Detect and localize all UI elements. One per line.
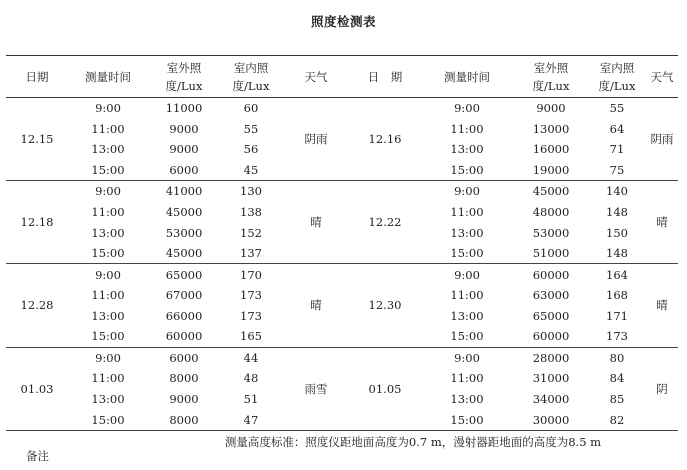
outdoor-cell: 45000 <box>165 204 203 219</box>
indoor-cell: 55 <box>609 101 625 116</box>
indoor-cell: 64 <box>609 121 625 136</box>
indoor-cell: 80 <box>609 350 625 365</box>
indoor-cell: 82 <box>609 412 625 427</box>
time-cell: 13:00 <box>91 142 125 157</box>
time-cell: 9:00 <box>454 267 480 282</box>
time-cell: 11:00 <box>91 288 125 303</box>
outdoor-cell: 30000 <box>532 412 570 427</box>
weather-cell: 晴 <box>656 215 668 230</box>
outdoor-cell: 8000 <box>169 371 199 386</box>
time-cell: 15:00 <box>450 329 484 344</box>
indoor-cell: 137 <box>240 246 262 261</box>
time-cell: 15:00 <box>91 163 125 178</box>
outdoor-cell: 60000 <box>532 267 570 282</box>
outdoor-cell: 60000 <box>165 329 203 344</box>
date-cell: 12.16 <box>368 132 402 147</box>
indoor-cell: 51 <box>243 392 259 407</box>
header-indoor-right: 室内照 度/Lux <box>598 60 636 93</box>
time-cell: 11:00 <box>91 204 125 219</box>
outdoor-cell: 19000 <box>532 163 570 178</box>
time-cell: 9:00 <box>95 350 121 365</box>
indoor-cell: 55 <box>243 121 259 136</box>
outdoor-cell: 63000 <box>532 288 570 303</box>
indoor-cell: 47 <box>243 412 259 427</box>
time-cell: 9:00 <box>95 184 121 199</box>
outdoor-cell: 28000 <box>532 350 570 365</box>
time-cell: 15:00 <box>91 329 125 344</box>
outdoor-cell: 53000 <box>532 225 570 240</box>
table-header <box>6 56 678 98</box>
header-time-right: 测量时间 <box>444 69 490 84</box>
indoor-cell: 48 <box>243 371 259 386</box>
indoor-cell: 152 <box>240 225 262 240</box>
outdoor-cell: 60000 <box>532 329 570 344</box>
note-section <box>6 430 678 470</box>
weather-cell: 晴 <box>310 215 322 230</box>
time-cell: 11:00 <box>450 288 484 303</box>
indoor-cell: 140 <box>606 184 628 199</box>
header-time-left: 测量时间 <box>85 69 131 84</box>
date-cell: 12.30 <box>368 298 402 313</box>
indoor-cell: 71 <box>609 142 625 157</box>
indoor-cell: 173 <box>606 329 628 344</box>
table-group <box>6 347 678 430</box>
time-cell: 13:00 <box>450 225 484 240</box>
outdoor-cell: 48000 <box>532 204 570 219</box>
table-row <box>6 98 678 119</box>
time-cell: 13:00 <box>450 392 484 407</box>
time-cell: 11:00 <box>450 121 484 136</box>
outdoor-cell: 65000 <box>532 308 570 323</box>
indoor-cell: 173 <box>240 288 262 303</box>
time-cell: 11:00 <box>450 371 484 386</box>
weather-cell: 阴 <box>656 381 668 396</box>
table-group <box>6 264 678 347</box>
header-weather-right: 天气 <box>650 69 674 84</box>
time-cell: 13:00 <box>450 142 484 157</box>
outdoor-cell: 6000 <box>169 163 199 178</box>
header-outdoor-left: 室外照 度/Lux <box>165 60 203 93</box>
indoor-cell: 44 <box>243 350 259 365</box>
note-text: 测量高度标准：照度仪距地面高度为0.7 m，漫射器距地面的高度为8.5 m <box>224 434 602 449</box>
outdoor-cell: 31000 <box>532 371 570 386</box>
date-cell: 12.18 <box>20 215 54 230</box>
outdoor-cell: 9000 <box>169 142 199 157</box>
outdoor-cell: 67000 <box>165 288 203 303</box>
outdoor-cell: 6000 <box>169 350 199 365</box>
indoor-cell: 164 <box>606 267 628 282</box>
outdoor-cell: 45000 <box>532 184 570 199</box>
outdoor-cell: 11000 <box>165 101 203 116</box>
table-group <box>6 98 678 181</box>
indoor-cell: 84 <box>609 371 625 386</box>
indoor-cell: 45 <box>243 163 259 178</box>
date-cell: 01.03 <box>20 381 54 396</box>
time-cell: 13:00 <box>91 308 125 323</box>
indoor-cell: 171 <box>606 308 628 323</box>
header-outdoor-right: 室外照 度/Lux <box>532 60 570 93</box>
indoor-cell: 170 <box>240 267 262 282</box>
weather-cell: 雨雪 <box>304 381 328 396</box>
time-cell: 9:00 <box>95 101 121 116</box>
weather-cell: 晴 <box>656 298 668 313</box>
time-cell: 15:00 <box>450 246 484 261</box>
outdoor-cell: 66000 <box>165 308 203 323</box>
time-cell: 13:00 <box>450 308 484 323</box>
time-cell: 9:00 <box>454 184 480 199</box>
indoor-cell: 60 <box>243 101 259 116</box>
table-row <box>6 181 678 202</box>
indoor-cell: 130 <box>240 184 262 199</box>
table-row <box>6 264 678 285</box>
outdoor-cell: 8000 <box>169 412 199 427</box>
table-group <box>6 181 678 264</box>
outdoor-cell: 16000 <box>532 142 570 157</box>
indoor-cell: 148 <box>606 204 628 219</box>
time-cell: 15:00 <box>91 412 125 427</box>
time-cell: 9:00 <box>454 350 480 365</box>
time-cell: 15:00 <box>450 412 484 427</box>
time-cell: 13:00 <box>91 225 125 240</box>
weather-cell: 阴雨 <box>650 132 674 147</box>
time-cell: 11:00 <box>450 204 484 219</box>
indoor-cell: 168 <box>606 288 628 303</box>
header-weather-left: 天气 <box>304 69 328 84</box>
time-cell: 11:00 <box>91 121 125 136</box>
time-cell: 9:00 <box>454 101 480 116</box>
outdoor-cell: 65000 <box>165 267 203 282</box>
indoor-cell: 148 <box>606 246 628 261</box>
note-row <box>6 430 678 470</box>
weather-cell: 阴雨 <box>304 132 328 147</box>
note-label: 备注 <box>26 449 49 464</box>
outdoor-cell: 41000 <box>165 184 203 199</box>
outdoor-cell: 51000 <box>532 246 570 261</box>
time-cell: 11:00 <box>91 371 125 386</box>
time-cell: 15:00 <box>450 163 484 178</box>
indoor-cell: 75 <box>609 163 625 178</box>
date-cell: 01.05 <box>368 381 402 396</box>
date-cell: 12.15 <box>20 132 54 147</box>
indoor-cell: 150 <box>606 225 628 240</box>
table-row <box>6 347 678 368</box>
date-cell: 12.22 <box>368 215 402 230</box>
header-date-left: 日期 <box>25 69 49 84</box>
time-cell: 9:00 <box>95 267 121 282</box>
outdoor-cell: 34000 <box>532 392 570 407</box>
header-date-right: 日 期 <box>367 69 403 84</box>
illuminance-table <box>6 55 678 470</box>
outdoor-cell: 13000 <box>532 121 570 136</box>
indoor-cell: 56 <box>243 142 259 157</box>
date-cell: 12.28 <box>20 298 54 313</box>
outdoor-cell: 9000 <box>536 101 566 116</box>
indoor-cell: 138 <box>240 204 262 219</box>
outdoor-cell: 9000 <box>169 121 199 136</box>
outdoor-cell: 9000 <box>169 392 199 407</box>
weather-cell: 晴 <box>310 298 322 313</box>
time-cell: 13:00 <box>91 392 125 407</box>
indoor-cell: 173 <box>240 308 262 323</box>
time-cell: 15:00 <box>91 246 125 261</box>
indoor-cell: 165 <box>240 329 262 344</box>
outdoor-cell: 53000 <box>165 225 203 240</box>
indoor-cell: 85 <box>609 392 625 407</box>
header-indoor-left: 室内照 度/Lux <box>232 60 270 93</box>
outdoor-cell: 45000 <box>165 246 203 261</box>
table-title: 照度检测表 <box>310 14 376 29</box>
